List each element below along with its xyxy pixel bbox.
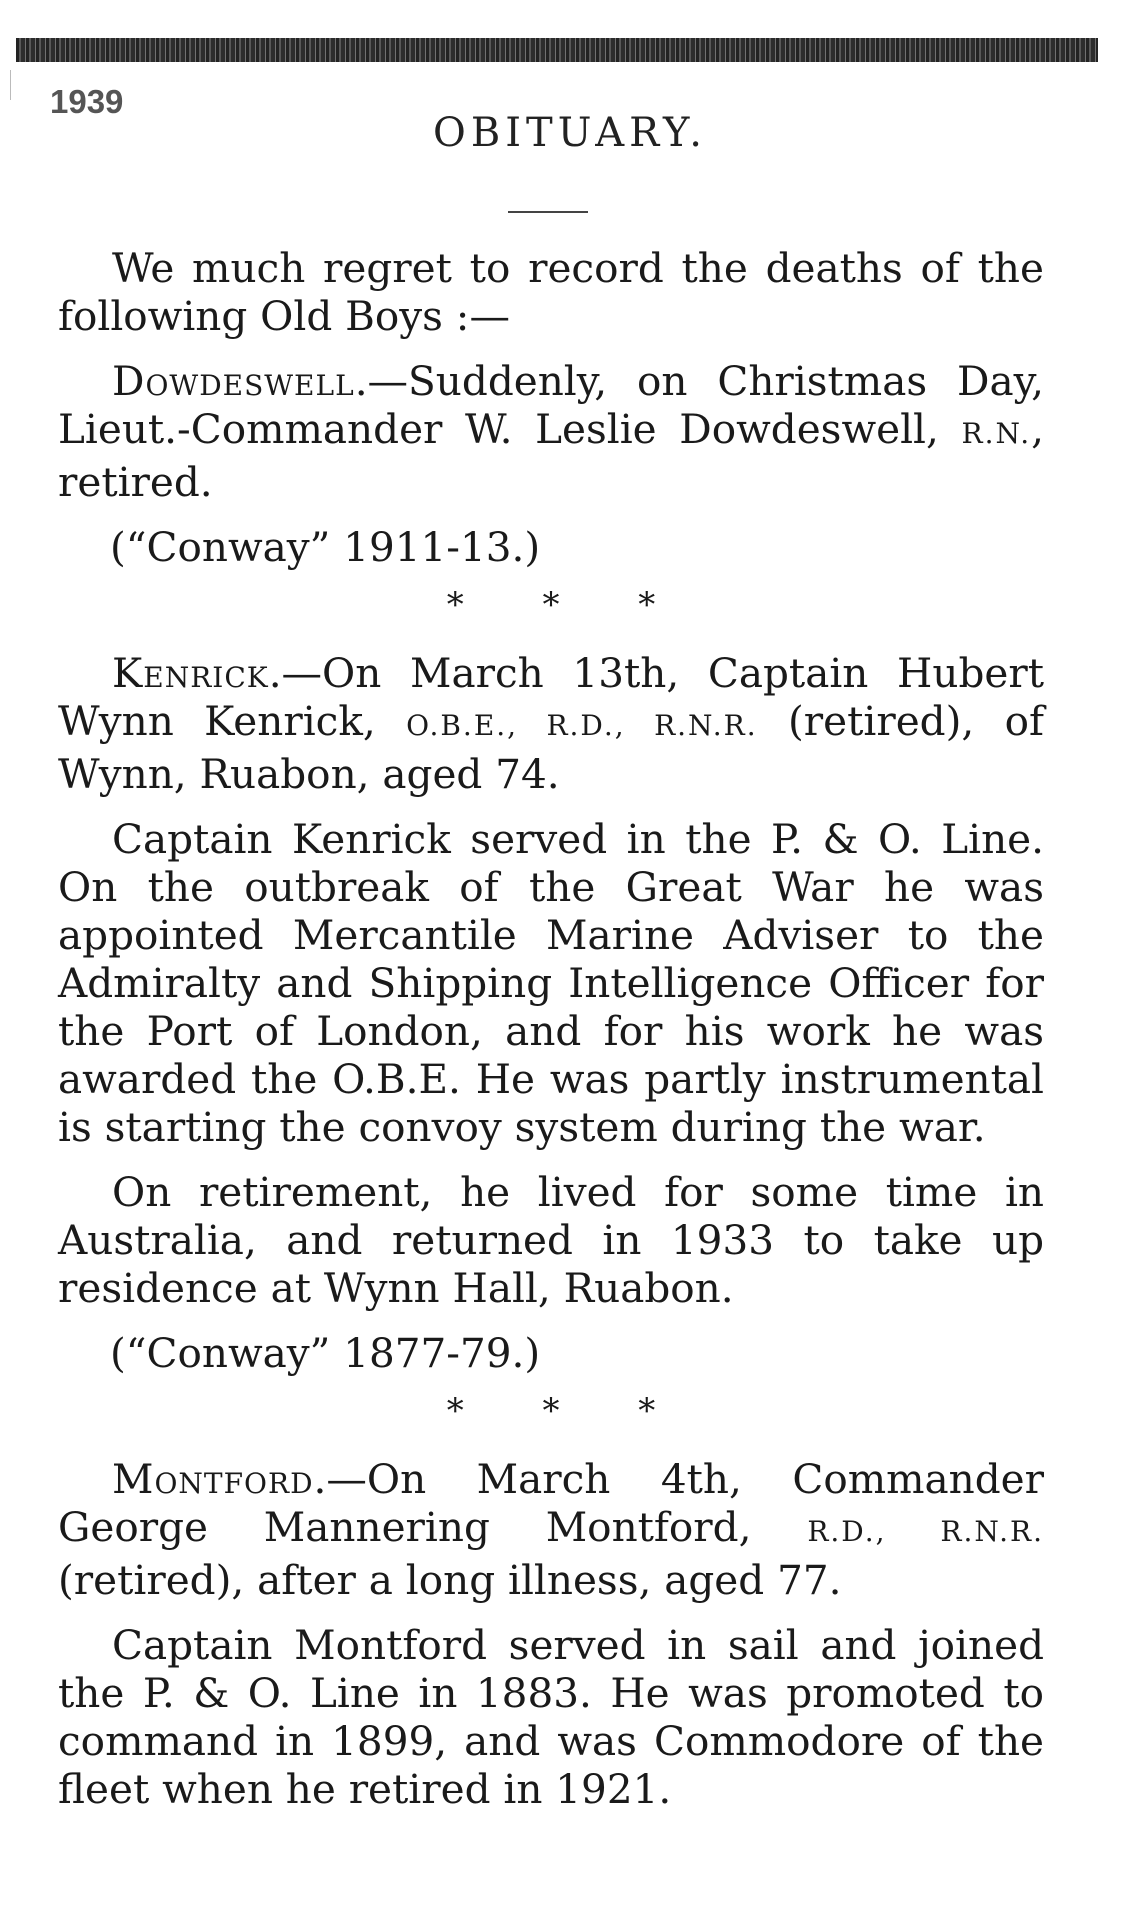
entry-post-nominals: O.B.E., R.D., R.N.R. — [406, 709, 758, 742]
intro-paragraph: We much regret to record the deaths of the following Old Boys :— — [58, 244, 1044, 340]
entry-tail: (retired), of Wynn, Ruabon, aged 74. — [58, 697, 1045, 798]
section-separator: * * * — [446, 1391, 690, 1431]
obituary-entry-montford — [58, 1455, 1044, 1604]
title-divider — [508, 211, 588, 213]
conway-years: (“Conway” 1911-13.) — [110, 523, 541, 571]
entry-paragraph: Captain Montford served in sail and joined the P. & O. Line in 1883. He was promoted to command in 1899, and was Commodore of the fleet when he retired in 1921. — [58, 1621, 1044, 1813]
entry-tail: (retired), after a long illness, aged 77. — [58, 1556, 842, 1604]
entry-lead: .—Suddenly, on Christmas Day, Lieut.-Commander W. Leslie Dowdeswell, — [58, 357, 1044, 453]
section-separator: * * * — [446, 585, 690, 625]
page-title: OBITUARY. — [433, 110, 707, 156]
entry-post-nominals: R.N. — [961, 417, 1032, 450]
page-top-border — [16, 38, 1098, 62]
entry-surname: Dowdeswell — [112, 357, 355, 405]
obituary-entry-dowdeswell — [58, 357, 1044, 506]
entry-post-nominals: R.D., R.N.R. — [807, 1515, 1044, 1548]
conway-years: (“Conway” 1877-79.) — [110, 1329, 541, 1377]
entry-paragraph: Captain Kenrick served in the P. & O. Line. On the outbreak of the Great War he was appointed Mercantile Marine Adviser to the Admiralty and Shipping Intelligence Officer for the Port of London, and for his work he was awarded the O.B.E. He was partly instrumental is starting the convoy system during the war. — [58, 815, 1044, 1151]
year-label: 1939 — [50, 83, 124, 120]
entry-lead: .—On March 4th, Commander George Mannering Montford, — [58, 1455, 1044, 1551]
obituary-entry-kenrick — [58, 649, 1044, 798]
obituary-column — [58, 244, 1044, 1830]
entry-surname: Kenrick — [112, 649, 269, 697]
entry-tail: , retired. — [58, 405, 1045, 506]
entry-paragraph: On retirement, he lived for some time in Australia, and returned in 1933 to take up residence at Wynn Hall, Ruabon. — [58, 1168, 1044, 1312]
entry-lead: .—On March 13th, Captain Hubert Wynn Kenrick, — [58, 649, 1044, 745]
entry-surname: Montford — [112, 1455, 314, 1503]
margin-mark — [10, 70, 11, 100]
